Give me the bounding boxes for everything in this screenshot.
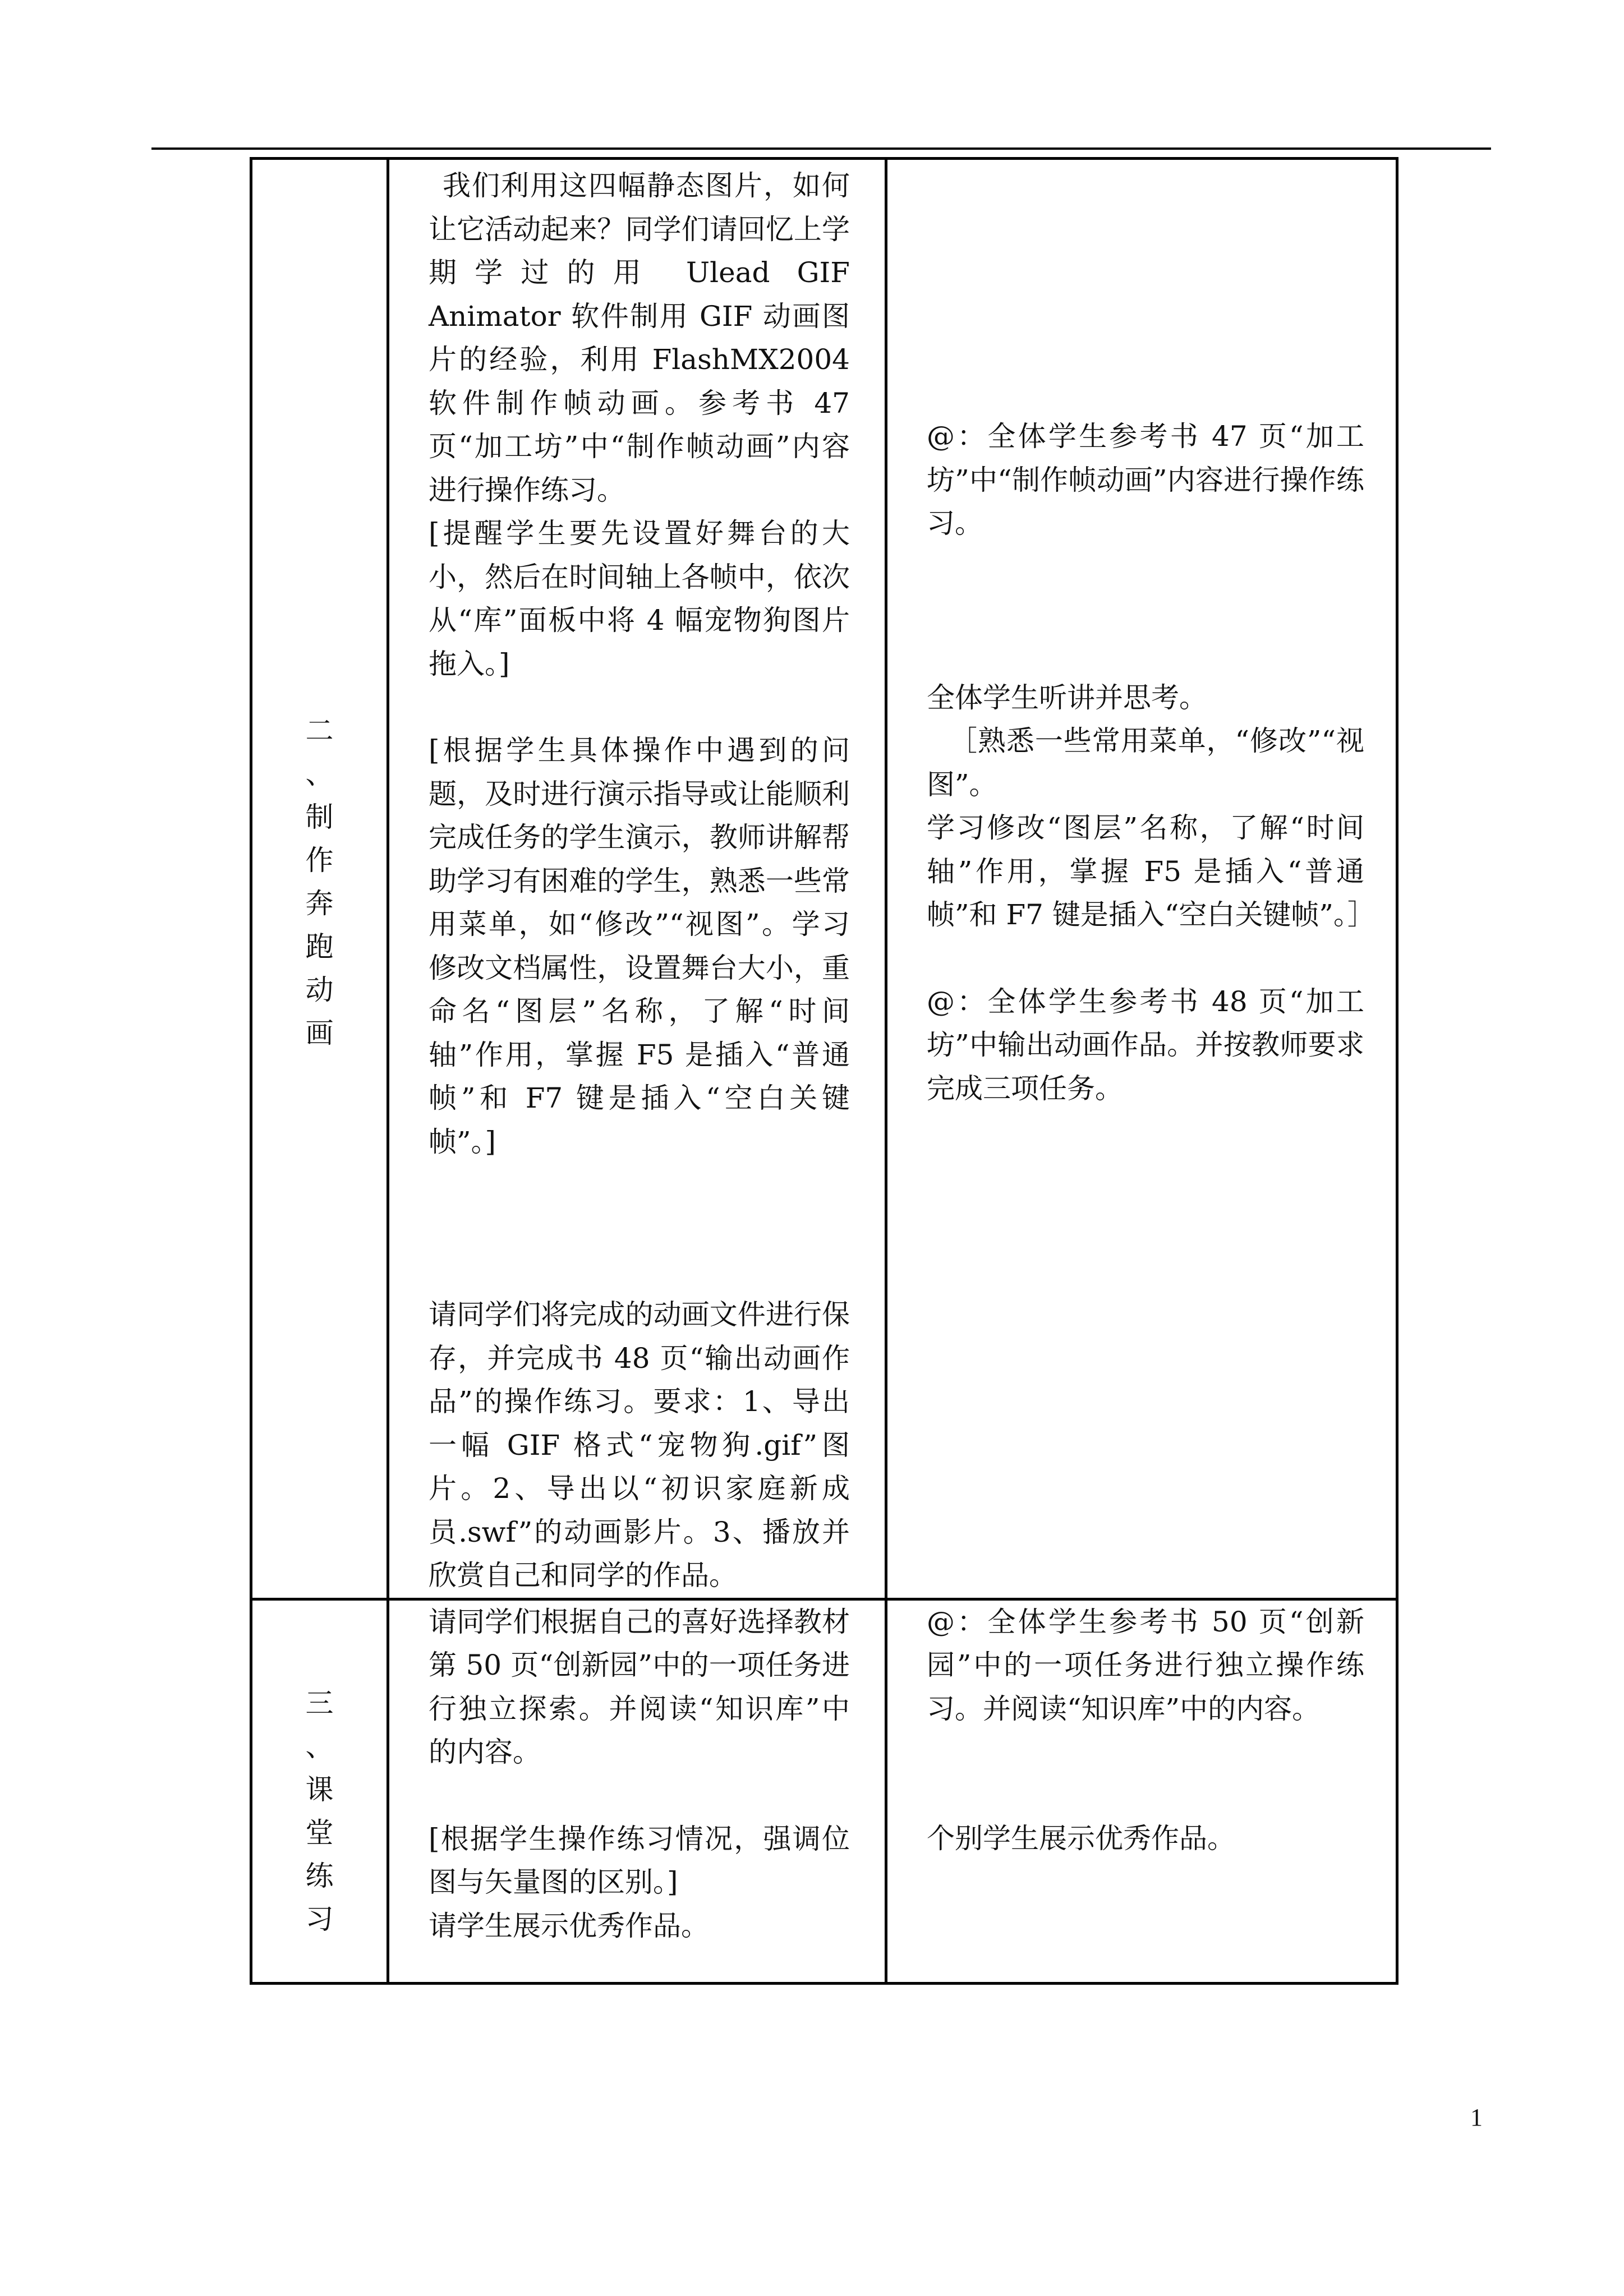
student-paragraph: @：全体学生参考书 47 页“加工坊”中“制作帧动画”内容进行操作练习。 — [927, 420, 1364, 540]
student-paragraph: 学习修改“图层”名称，了解“时间轴”作用，掌握 F5 是插入“普通帧”和 F7 键是插入“空白关键帧”。］ — [927, 812, 1375, 931]
teacher-activity-cell — [388, 159, 886, 1599]
table-row — [251, 159, 1397, 1599]
lesson-plan-table — [250, 157, 1398, 1985]
student-paragraph: 全体学生听讲并思考。 — [927, 681, 1207, 714]
teacher-paragraph: 请同学们将完成的动画文件进行保存，并完成书 48 页“输出动画作品”的操作练习。要求：1、导出一幅 GIF 格式“宠物狗.gif”图片。2、导出以“初识家庭新成员.swf”的动画影片。3、播放并欣赏自己和同学的作品。 — [429, 1298, 850, 1592]
teacher-paragraph: [根据学生操作练习情况，强调位图与矢量图的区别。] — [429, 1822, 850, 1898]
teacher-paragraph: 我们利用这四幅静态图片，如何让它活动起来？同学们请回忆上学期学过的用 Ulead GIF Animator 软件制用 GIF 动画图片的经验，利用 FlashMX2004 软件制作帧动画。参考书 47 页“加工坊”中“制作帧动画”内容进行操作练习。 — [429, 169, 850, 506]
teacher-paragraph: 请学生展示优秀作品。 — [429, 1909, 709, 1942]
table-row — [251, 1599, 1397, 1983]
section-cell — [251, 159, 388, 1599]
section-title: 二 、 制 作 奔 跑 动 画 — [305, 714, 334, 1049]
student-activity-cell — [886, 159, 1397, 1599]
student-paragraph: @：全体学生参考书 48 页“加工坊”中输出动画作品。并按教师要求完成三项任务。 — [927, 985, 1364, 1105]
student-paragraph: 个别学生展示优秀作品。 — [927, 1822, 1235, 1855]
student-paragraph: @：全体学生参考书 50 页“创新园”中的一项任务进行独立操作练习。并阅读“知识库”中的内容。 — [927, 1605, 1364, 1725]
header-rule — [151, 147, 1491, 150]
student-activity-cell — [886, 1599, 1397, 1983]
student-paragraph: ［熟悉一些常用菜单，“修改”“视图”。 — [927, 725, 1364, 801]
teacher-paragraph: 请同学们根据自己的喜好选择教材第 50 页“创新园”中的一项任务进行独立探索。并阅读“知识库”中的内容。 — [429, 1605, 850, 1768]
section-cell — [251, 1599, 388, 1983]
teacher-activity-cell — [388, 1599, 886, 1983]
page-number: 1 — [1470, 2104, 1483, 2131]
teacher-paragraph: [提醒学生要先设置好舞台的大小，然后在时间轴上各帧中，依次从“库”面板中将 4 幅宠物狗图片拖入。] — [429, 517, 850, 680]
section-title: 三 、 课 堂 练 习 — [305, 1686, 334, 1935]
teacher-paragraph: [根据学生具体操作中遇到的问题，及时进行演示指导或让能顺利完成任务的学生演示，教师讲解帮助学习有困难的学生，熟悉一些常用菜单，如“修改”“视图”。学习修改文档属性，设置舞台大小，重命名“图层”名称，了解“时间轴”作用，掌握 F5 是插入“普通帧”和 F7 键是插入“空白关键帧”。] — [429, 734, 850, 1158]
